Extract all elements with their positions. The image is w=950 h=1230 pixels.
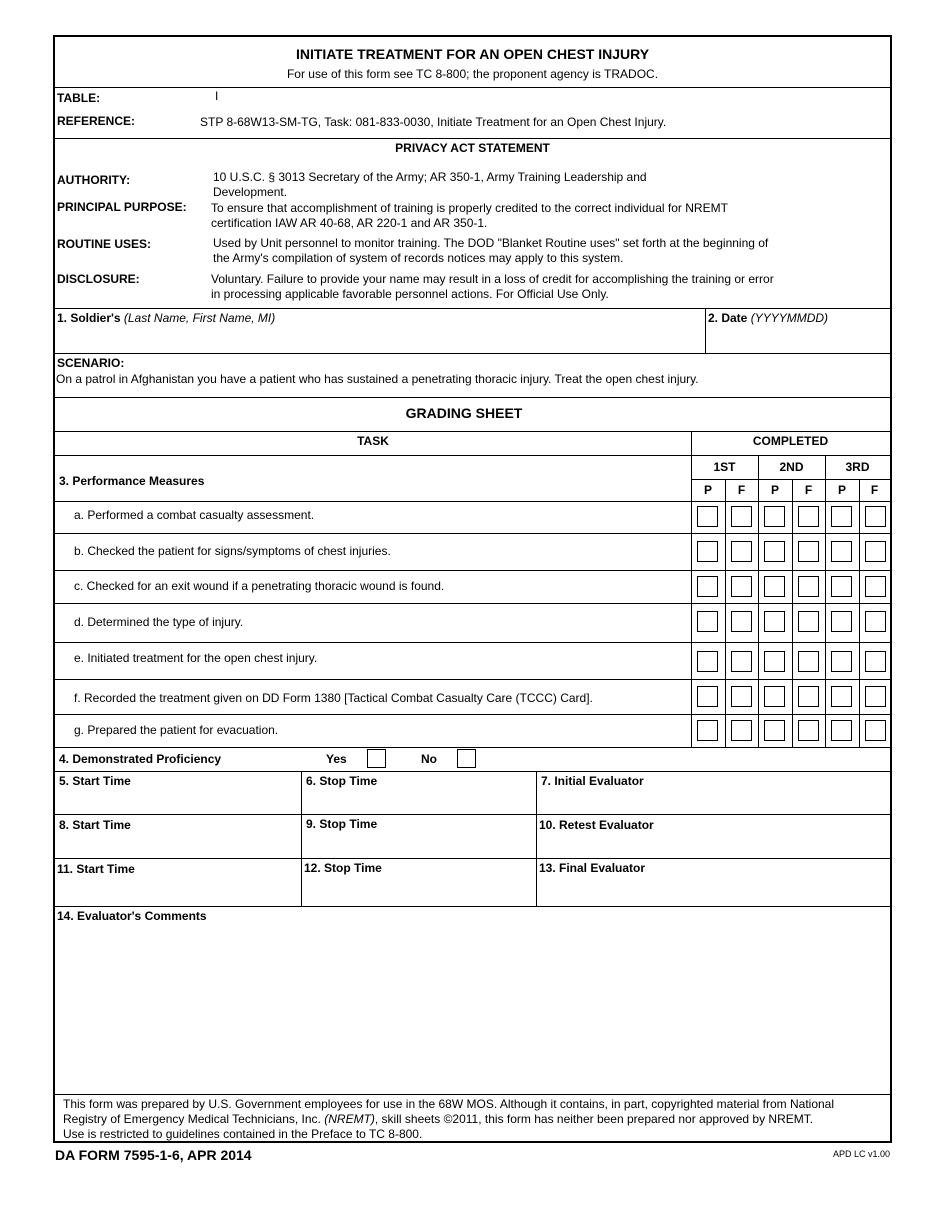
checkbox-a-3rd-fail[interactable] (865, 506, 886, 527)
checkbox-c-2nd-fail[interactable] (798, 576, 819, 597)
purpose-line-1: To ensure that accomplishment of training is properly credited to the correct individual for NREMT (211, 201, 728, 215)
authority-label: AUTHORITY: (57, 173, 131, 187)
checkbox-d-1st-pass[interactable] (697, 611, 718, 632)
table-label: TABLE: (57, 91, 101, 105)
divider (55, 353, 890, 354)
divider (825, 455, 826, 747)
checkbox-g-3rd-fail[interactable] (865, 720, 886, 741)
checkbox-e-3rd-fail[interactable] (865, 651, 886, 672)
pf-header-1f: F (737, 483, 746, 497)
checkbox-d-1st-fail[interactable] (731, 611, 752, 632)
footer-notice-line-2a: Registry of Emergency Medical Technicians, Inc. (63, 1112, 325, 1126)
start-time-1-field[interactable] (55, 772, 301, 814)
checkbox-g-2nd-pass[interactable] (764, 720, 785, 741)
retest-evaluator-label: 10. Retest Evaluator (539, 818, 654, 832)
divider (55, 501, 890, 502)
divider (725, 479, 726, 747)
date-hint: (YYYYMMDD) (750, 311, 829, 325)
checkbox-c-3rd-fail[interactable] (865, 576, 886, 597)
measure-e: e. Initiated treatment for the open chest injury. (74, 651, 318, 665)
reference-label: REFERENCE: (57, 114, 136, 128)
checkbox-g-2nd-fail[interactable] (798, 720, 819, 741)
soldier-name-hint: (Last Name, First Name, MI) (123, 311, 276, 325)
proficiency-yes-checkbox[interactable] (367, 749, 386, 768)
divider (55, 642, 890, 643)
divider (758, 455, 759, 747)
grading-title: GRADING SHEET (405, 405, 523, 421)
divider (55, 533, 890, 534)
checkbox-b-3rd-pass[interactable] (831, 541, 852, 562)
routine-line-2: the Army's compilation of system of records notices may apply to this system. (213, 251, 624, 265)
divider (55, 138, 890, 139)
soldier-name-label: 1. Soldier's (57, 311, 121, 325)
checkbox-f-3rd-fail[interactable] (865, 686, 886, 707)
form-frame (53, 35, 892, 1143)
measure-c: c. Checked for an exit wound if a penetrating thoracic wound is found. (74, 579, 445, 593)
measure-a: a. Performed a combat casualty assessment. (74, 508, 315, 522)
divider (55, 714, 890, 715)
footer-notice-line-2c: , skill sheets ©2011, this form has neither been prepared nor approved by NREMT. (374, 1112, 814, 1126)
checkbox-g-1st-pass[interactable] (697, 720, 718, 741)
authority-line-1: 10 U.S.C. § 3013 Secretary of the Army; AR 350-1, Army Training Leadership and (213, 170, 647, 184)
measure-g: g. Prepared the patient for evacuation. (74, 723, 279, 737)
form-id: DA FORM 7595-1-6, APR 2014 (55, 1147, 252, 1163)
checkbox-a-1st-fail[interactable] (731, 506, 752, 527)
pf-header-1p: P (703, 483, 712, 497)
footer-notice-nremt: (NREMT) (324, 1112, 375, 1126)
stop-time-1-label: 6. Stop Time (306, 774, 378, 788)
disclosure-line-1: Voluntary. Failure to provide your name may result in a loss of credit for accomplishing the training or error (211, 272, 774, 286)
divider (792, 479, 793, 747)
checkbox-e-2nd-fail[interactable] (798, 651, 819, 672)
authority-line-2: Development. (213, 185, 288, 199)
performance-measures-label: 3. Performance Measures (59, 474, 205, 488)
divider (55, 455, 890, 456)
footer-notice-line-2 (63, 1112, 813, 1127)
evaluator-comments-field[interactable] (55, 907, 890, 1093)
disclosure-line-2: in processing applicable favorable personnel actions. For Official Use Only. (211, 287, 609, 301)
checkbox-b-1st-fail[interactable] (731, 541, 752, 562)
stop-time-3-label: 12. Stop Time (304, 861, 382, 875)
checkbox-g-3rd-pass[interactable] (831, 720, 852, 741)
form-version: APD LC v1.00 (833, 1149, 891, 1159)
checkbox-f-2nd-fail[interactable] (798, 686, 819, 707)
table-value: I (215, 89, 219, 103)
initial-evaluator-label: 7. Initial Evaluator (541, 774, 644, 788)
checkbox-f-3rd-pass[interactable] (831, 686, 852, 707)
checkbox-b-3rd-fail[interactable] (865, 541, 886, 562)
checkbox-f-2nd-pass[interactable] (764, 686, 785, 707)
checkbox-d-2nd-fail[interactable] (798, 611, 819, 632)
stop-time-2-field[interactable] (302, 815, 536, 858)
checkbox-e-1st-fail[interactable] (731, 651, 752, 672)
checkbox-f-1st-pass[interactable] (697, 686, 718, 707)
checkbox-a-2nd-pass[interactable] (764, 506, 785, 527)
checkbox-g-1st-fail[interactable] (731, 720, 752, 741)
form-title: INITIATE TREATMENT FOR AN OPEN CHEST INJURY (295, 46, 650, 62)
checkbox-c-1st-fail[interactable] (731, 576, 752, 597)
checkbox-a-1st-pass[interactable] (697, 506, 718, 527)
date-field[interactable] (706, 309, 890, 353)
soldier-name-caption (57, 311, 275, 326)
stop-time-3-field[interactable] (302, 859, 536, 906)
start-time-3-field[interactable] (55, 859, 301, 906)
start-time-1-label: 5. Start Time (59, 774, 131, 788)
pf-header-2f: F (804, 483, 813, 497)
divider (859, 479, 860, 747)
checkbox-f-1st-fail[interactable] (731, 686, 752, 707)
final-evaluator-field[interactable] (537, 859, 890, 906)
divider (55, 747, 890, 748)
checkbox-b-1st-pass[interactable] (697, 541, 718, 562)
pf-header-2p: P (770, 483, 779, 497)
retest-evaluator-field[interactable] (537, 815, 890, 858)
routine-line-1: Used by Unit personnel to monitor training. The DOD "Blanket Routine uses" set forth at the beginning of (213, 236, 769, 250)
checkbox-d-2nd-pass[interactable] (764, 611, 785, 632)
divider (55, 1094, 890, 1095)
divider (55, 603, 890, 604)
scenario-label: SCENARIO: (57, 356, 125, 370)
measure-b: b. Checked the patient for signs/symptoms of chest injuries. (74, 544, 391, 558)
divider (691, 479, 890, 480)
completed-header: COMPLETED (752, 434, 829, 448)
proficiency-label: 4. Demonstrated Proficiency (59, 752, 222, 766)
pf-header-3p: P (837, 483, 846, 497)
date-caption (708, 311, 828, 326)
scenario-text: On a patrol in Afghanistan you have a patient who has sustained a penetrating thoracic injury. Treat the open chest injury. (56, 372, 699, 386)
footer-notice-line-1: This form was prepared by U.S. Government employees for use in the 68W MOS. Although it contains, in part, copyrighted material from National (63, 1097, 835, 1111)
date-label: 2. Date (708, 311, 748, 325)
proficiency-no-label: No (421, 752, 437, 766)
measure-f: f. Recorded the treatment given on DD Form 1380 [Tactical Combat Casualty Care (TCCC) Card]. (74, 691, 593, 705)
checkbox-d-3rd-pass[interactable] (831, 611, 852, 632)
checkbox-a-3rd-pass[interactable] (831, 506, 852, 527)
divider (55, 431, 890, 432)
attempt-2nd-header: 2ND (779, 460, 804, 474)
purpose-label: PRINCIPAL PURPOSE: (57, 200, 187, 214)
checkbox-d-3rd-fail[interactable] (865, 611, 886, 632)
checkbox-c-3rd-pass[interactable] (831, 576, 852, 597)
evaluator-comments-label: 14. Evaluator's Comments (57, 909, 207, 923)
checkbox-e-1st-pass[interactable] (697, 651, 718, 672)
privacy-title: PRIVACY ACT STATEMENT (395, 141, 550, 155)
reference-value: STP 8-68W13-SM-TG, Task: 081-833-0030, Initiate Treatment for an Open Chest Injury. (200, 115, 667, 129)
purpose-line-2: certification IAW AR 40-68, AR 220-1 and AR 350-1. (211, 216, 488, 230)
soldier-name-field[interactable] (55, 309, 705, 353)
divider (55, 87, 890, 88)
footer-notice-line-3: Use is restricted to guidelines contained in the Preface to TC 8-800. (63, 1127, 423, 1141)
checkbox-b-2nd-fail[interactable] (798, 541, 819, 562)
checkbox-e-3rd-pass[interactable] (831, 651, 852, 672)
initial-evaluator-field[interactable] (537, 772, 890, 814)
form-subtitle: For use of this form see TC 8-800; the proponent agency is TRADOC. (286, 67, 659, 81)
checkbox-c-1st-pass[interactable] (697, 576, 718, 597)
checkbox-b-2nd-pass[interactable] (764, 541, 785, 562)
proficiency-yes-label: Yes (326, 752, 347, 766)
divider (55, 679, 890, 680)
start-time-2-label: 8. Start Time (59, 818, 131, 832)
disclosure-label: DISCLOSURE: (57, 272, 140, 286)
divider (55, 570, 890, 571)
routine-label: ROUTINE USES: (57, 237, 152, 251)
checkbox-e-2nd-pass[interactable] (764, 651, 785, 672)
stop-time-1-field[interactable] (302, 772, 536, 814)
checkbox-c-2nd-pass[interactable] (764, 576, 785, 597)
attempt-1st-header: 1ST (713, 460, 736, 474)
start-time-3-label: 11. Start Time (57, 862, 135, 876)
checkbox-a-2nd-fail[interactable] (798, 506, 819, 527)
task-header: TASK (357, 434, 389, 448)
pf-header-3f: F (870, 483, 879, 497)
final-evaluator-label: 13. Final Evaluator (539, 861, 646, 875)
start-time-2-field[interactable] (55, 815, 301, 858)
divider (55, 397, 890, 398)
stop-time-2-label: 9. Stop Time (306, 817, 378, 831)
measure-d: d. Determined the type of injury. (74, 615, 244, 629)
proficiency-no-checkbox[interactable] (457, 749, 476, 768)
attempt-3rd-header: 3RD (845, 460, 870, 474)
